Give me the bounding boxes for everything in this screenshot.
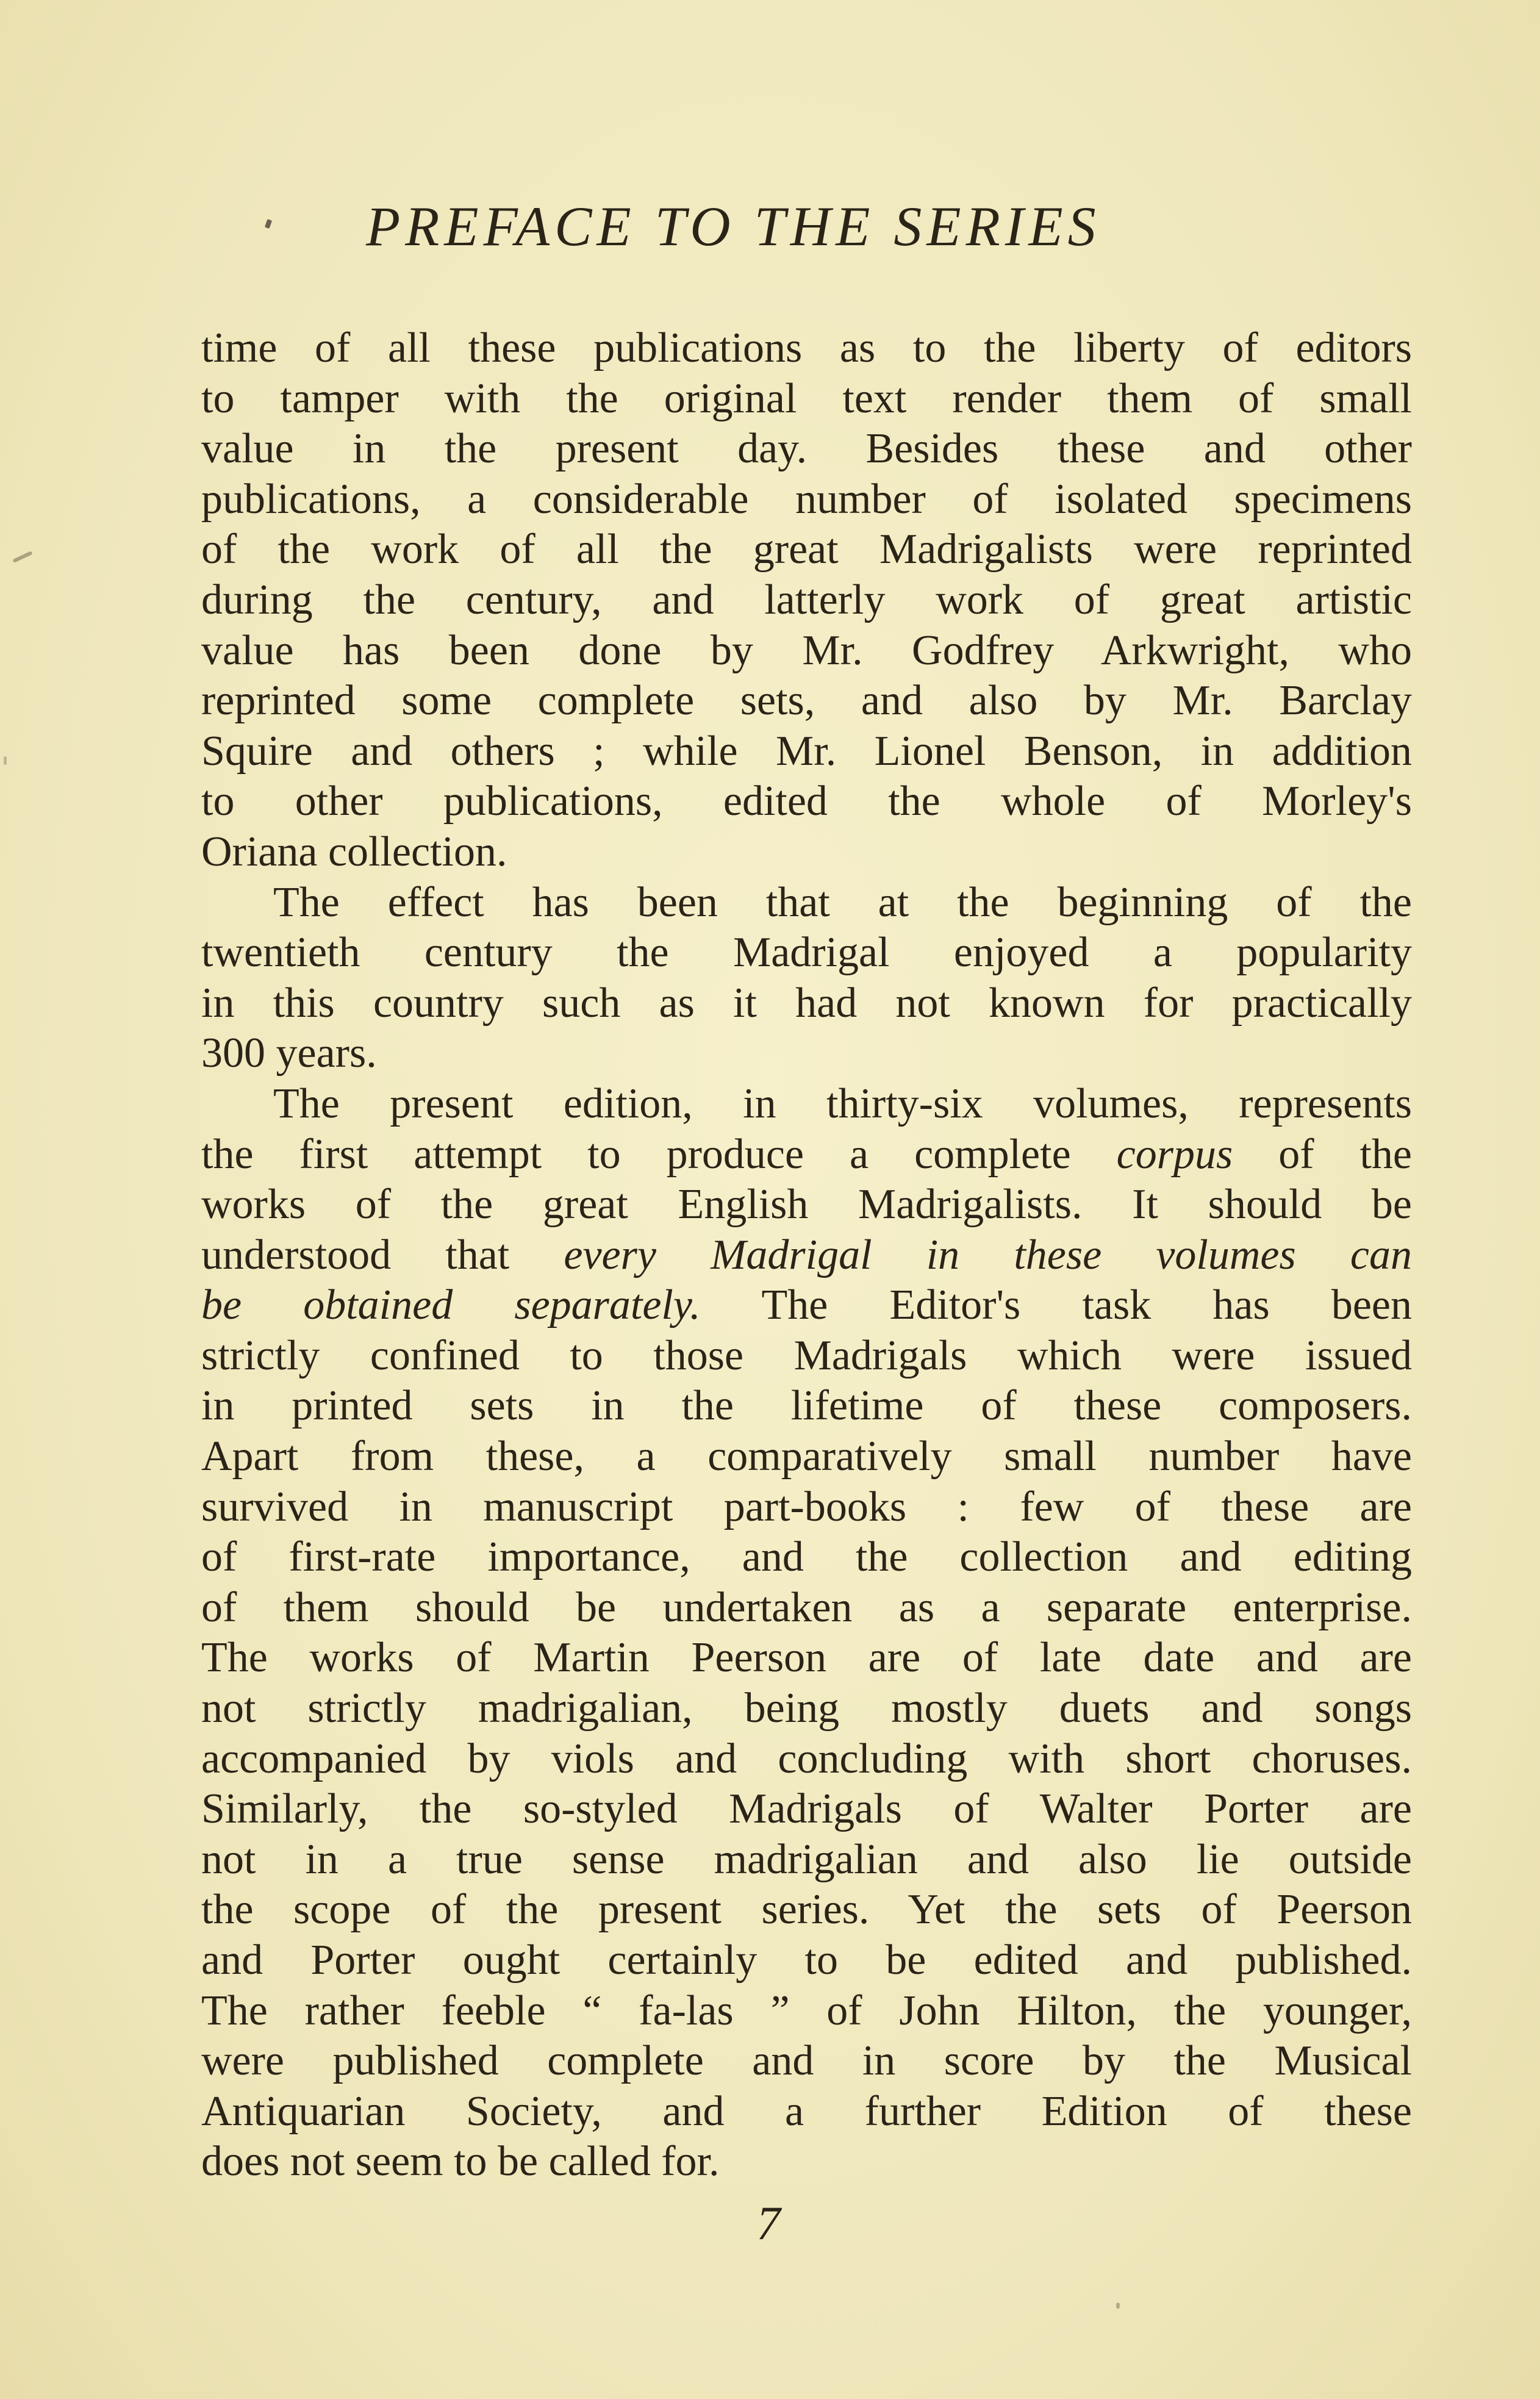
text-line: strictly confined to those Madrigals which were issued [201, 1332, 1412, 1379]
text-line: does not seem to be called for. [201, 2138, 720, 2186]
paper-speck [1116, 2303, 1120, 2309]
running-title: PREFACE TO THE SERIES [366, 195, 1101, 257]
text-run: The Editor's task has been [700, 1282, 1412, 1329]
text-line: survived in manuscript part-books : few of these are [201, 1483, 1412, 1530]
text-run: understood that [201, 1231, 564, 1278]
text-line: The effect has been that at the beginning of the [273, 878, 1412, 926]
text-line: The present edition, in thirty-six volumes, represents [273, 1080, 1412, 1127]
text-line: time of all these publications as to the liberty of editors [201, 325, 1412, 371]
text-line: Similarly, the so-styled Madrigals of Walter Porter are [201, 1785, 1412, 1833]
text-line: the scope of the present series. Yet the sets of Peerson [201, 1886, 1412, 1934]
text-line: The works of Martin Peerson are of late date and are [201, 1634, 1412, 1682]
text-line [201, 1280, 1412, 1331]
text-line: Antiquarian Society, and a further Edition of these [201, 2087, 1412, 2135]
paper-speck [4, 756, 7, 765]
text-line: accompanied by viols and concluding with short choruses. [201, 1735, 1412, 1782]
italic-text: every Madrigal in these volumes can [564, 1231, 1412, 1278]
text-line: to other publications, edited the whole of Morley's [201, 778, 1412, 825]
text-line: of them should be undertaken as a separate enterprise. [201, 1583, 1412, 1631]
text-line: of the work of all the great Madrigalists were reprinted [201, 526, 1412, 573]
text-line [201, 1230, 1412, 1281]
text-line: not in a true sense madrigalian and also lie outside [201, 1835, 1412, 1883]
paragraph-2 [201, 878, 1412, 1079]
page-number: 7 [756, 2196, 781, 2250]
text-line: were published complete and in score by the Musical [201, 2037, 1412, 2085]
text-line: to tamper with the original text render them of small [201, 375, 1412, 422]
text-line: and Porter ought certainly to be edited and published. [201, 1937, 1412, 1984]
italic-text: corpus [1116, 1130, 1233, 1178]
text-run: of the [1233, 1130, 1413, 1178]
text-line: Oriana collection. [201, 828, 507, 875]
text-run: the first attempt to produce a complete [201, 1130, 1117, 1178]
paper-speck [12, 551, 32, 563]
text-line: during the century, and latterly work of great artistic [201, 576, 1412, 623]
text-line: in printed sets in the lifetime of these composers. [201, 1382, 1412, 1430]
text-line: works of the great English Madrigalists. It should be [201, 1181, 1412, 1228]
italic-text: be obtained separately. [201, 1282, 701, 1329]
text-line: Apart from these, a comparatively small number have [201, 1433, 1412, 1480]
text-line: of first-rate importance, and the collection and editing [201, 1533, 1412, 1581]
paragraph-3 [201, 1079, 1412, 2187]
text-line: in this country such as it had not known for practically [201, 979, 1412, 1027]
text-line: twentieth century the Madrigal enjoyed a popularity [201, 929, 1412, 977]
text-line: 300 years. [201, 1030, 377, 1077]
body-text [201, 323, 1412, 2187]
text-line: publications, a considerable number of isolated specimens [201, 475, 1412, 523]
printer-mark [265, 219, 272, 229]
text-line: Squire and others ; while Mr. Lionel Benson, in addition [201, 727, 1412, 775]
text-line: value in the present day. Besides these and other [201, 425, 1412, 473]
text-line: The rather feeble “ fa-las ” of John Hilton, the younger, [201, 1987, 1412, 2034]
text-line [201, 1130, 1412, 1180]
text-line: reprinted some complete sets, and also by Mr. Barclay [201, 677, 1412, 725]
text-line: not strictly madrigalian, being mostly duets and songs [201, 1685, 1412, 1732]
text-line: value has been done by Mr. Godfrey Arkwright, who [201, 626, 1412, 674]
paragraph-1 [201, 323, 1412, 878]
